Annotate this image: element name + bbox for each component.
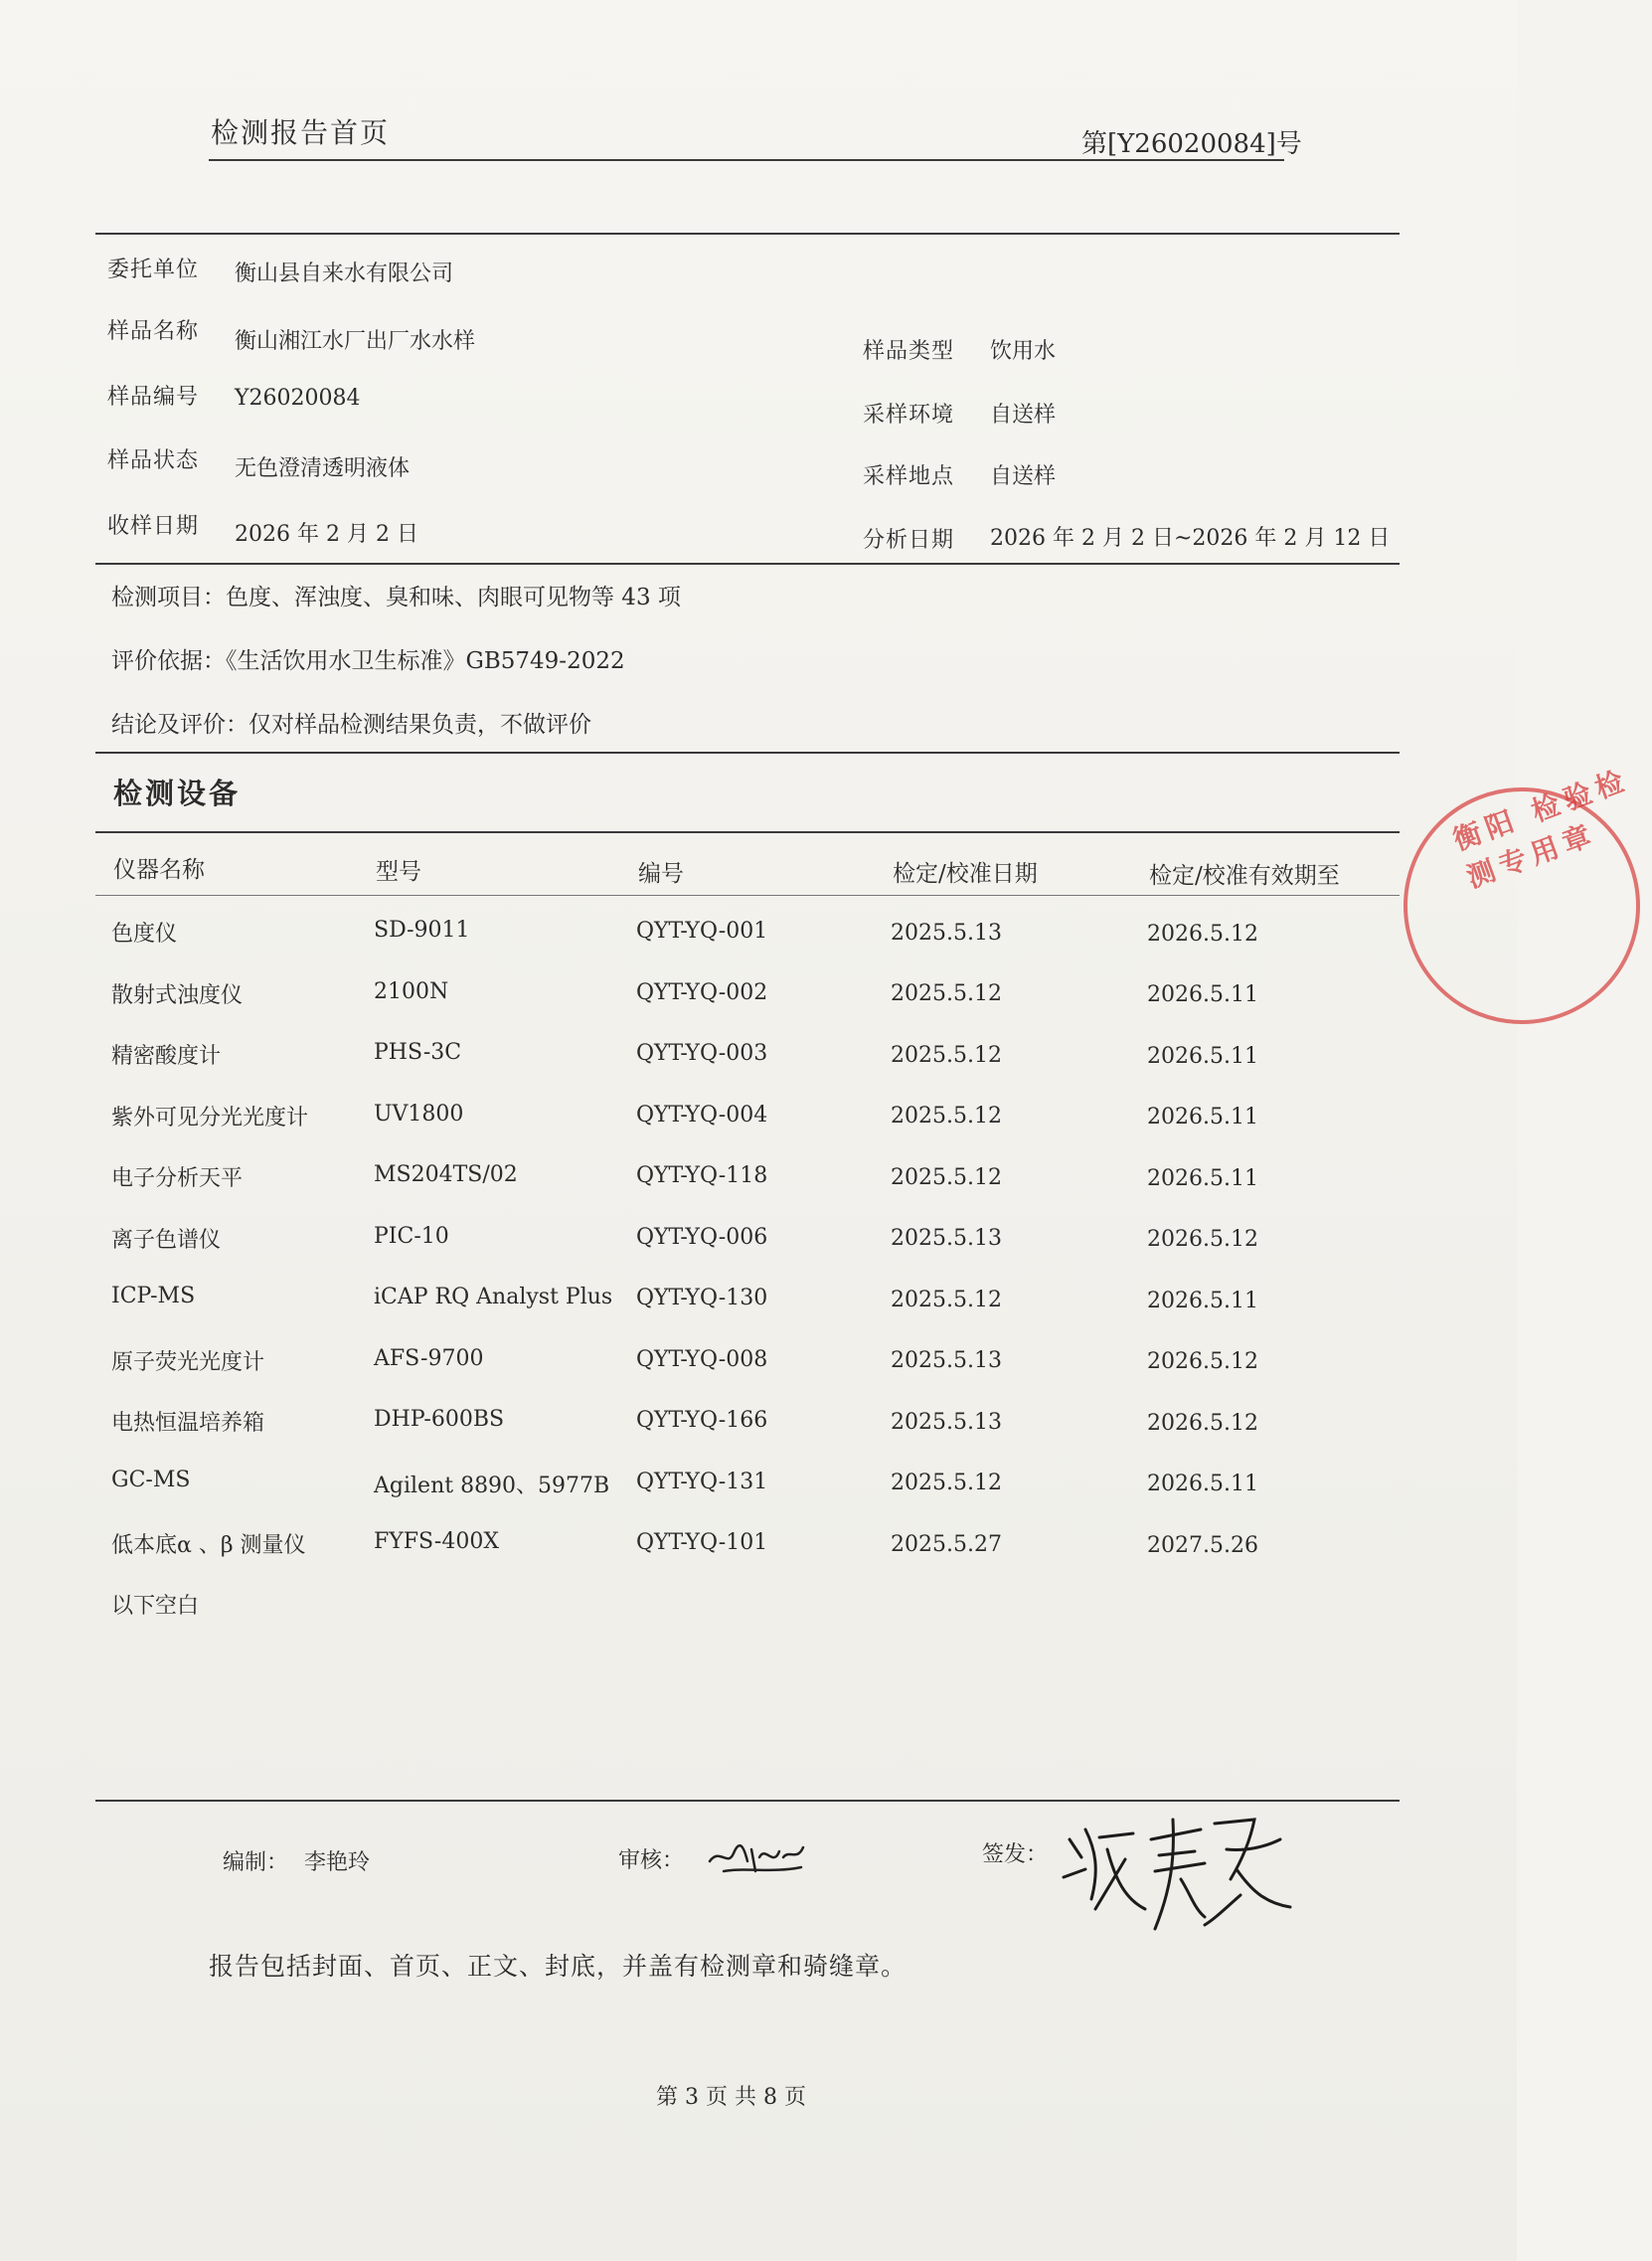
client-label: 委托单位 bbox=[107, 258, 200, 282]
cell-calibration-date: 2025.5.12 bbox=[891, 1104, 1002, 1129]
conclusion: 结论及评价：仅对样品检测结果负责，不做评价 bbox=[111, 712, 591, 738]
cell-valid-until: 2026.5.12 bbox=[1147, 1227, 1258, 1252]
sampling-location-value: 自送样 bbox=[990, 464, 1057, 489]
cell-calibration-date: 2025.5.12 bbox=[891, 1043, 1002, 1068]
cell-model: UV1800 bbox=[374, 1102, 464, 1127]
cell-model: PIC-10 bbox=[374, 1224, 449, 1249]
cell-code: QYT-YQ-166 bbox=[636, 1408, 768, 1433]
signer-signature bbox=[1056, 1800, 1314, 1949]
cell-instrument-name: 低本底α 、β 测量仪 bbox=[111, 1533, 306, 1558]
cell-instrument-name: 离子色谱仪 bbox=[111, 1228, 222, 1253]
cell-code: QYT-YQ-118 bbox=[636, 1163, 768, 1188]
cell-instrument-name: 色度仪 bbox=[111, 922, 178, 947]
cell-calibration-date: 2025.5.13 bbox=[891, 1226, 1002, 1251]
sample-no-value: Y26020084 bbox=[235, 386, 361, 411]
reviewer-signature bbox=[704, 1827, 813, 1887]
col-header-model: 型号 bbox=[376, 859, 421, 885]
sample-type-label: 样品类型 bbox=[863, 339, 955, 364]
conclusion-divider bbox=[95, 752, 1400, 754]
cell-instrument-name: 精密酸度计 bbox=[111, 1044, 222, 1069]
col-header-code: 编号 bbox=[638, 861, 684, 887]
sample-name-label: 样品名称 bbox=[107, 319, 200, 344]
cell-valid-until: 2026.5.11 bbox=[1147, 1105, 1258, 1130]
cell-valid-until: 2027.5.26 bbox=[1147, 1533, 1258, 1558]
cell-instrument-name: 电子分析天平 bbox=[111, 1166, 244, 1191]
evaluation-basis: 评价依据：《生活饮用水卫生标准》GB5749-2022 bbox=[111, 648, 625, 674]
inspection-seal-stamp bbox=[1404, 763, 1640, 1024]
stamp-text: 衡阳 检验检测专用章 bbox=[1448, 763, 1634, 895]
client-value: 衡山县自来水有限公司 bbox=[235, 261, 454, 286]
equipment-header-rule bbox=[95, 895, 1400, 896]
editor-name: 李艳玲 bbox=[304, 1850, 371, 1875]
cell-calibration-date: 2025.5.12 bbox=[891, 1471, 1002, 1495]
sample-state-label: 样品状态 bbox=[107, 448, 200, 473]
cell-valid-until: 2026.5.11 bbox=[1147, 1166, 1258, 1191]
analysis-date-label: 分析日期 bbox=[863, 528, 955, 553]
cell-calibration-date: 2025.5.12 bbox=[891, 1288, 1002, 1312]
cell-calibration-date: 2025.5.27 bbox=[891, 1532, 1002, 1557]
col-header-valid-until: 检定/校准有效期至 bbox=[1149, 863, 1340, 889]
sample-type-value: 饮用水 bbox=[990, 339, 1057, 364]
cell-model: MS204TS/02 bbox=[374, 1162, 518, 1187]
sample-state-value: 无色澄清透明液体 bbox=[235, 456, 411, 481]
cell-valid-until: 2026.5.11 bbox=[1147, 1044, 1258, 1069]
cell-calibration-date: 2025.5.12 bbox=[891, 1165, 1002, 1190]
cell-model: Agilent 8890、5977B bbox=[374, 1474, 610, 1498]
cell-code: QYT-YQ-006 bbox=[636, 1225, 768, 1250]
cell-valid-until: 2026.5.11 bbox=[1147, 1472, 1258, 1496]
report-header-title: 检测报告首页 bbox=[211, 116, 391, 149]
col-header-calibration-date: 检定/校准日期 bbox=[893, 861, 1038, 887]
receive-date-value: 2026 年 2 月 2 日 bbox=[235, 522, 418, 547]
page-number: 第 3 页 共 8 页 bbox=[656, 2085, 806, 2110]
cell-code: QYT-YQ-003 bbox=[636, 1041, 768, 1066]
cell-model: AFS-9700 bbox=[374, 1346, 484, 1371]
col-header-instrument: 仪器名称 bbox=[113, 857, 205, 883]
cell-code: QYT-YQ-130 bbox=[636, 1286, 768, 1310]
blank-below-note: 以下空白 bbox=[111, 1594, 200, 1619]
info-top-divider bbox=[95, 233, 1400, 235]
cell-calibration-date: 2025.5.13 bbox=[891, 1348, 1002, 1373]
cell-valid-until: 2026.5.12 bbox=[1147, 1411, 1258, 1436]
sampling-env-value: 自送样 bbox=[990, 403, 1057, 428]
cell-model: iCAP RQ Analyst Plus bbox=[374, 1285, 613, 1309]
cell-model: DHP-600BS bbox=[374, 1407, 505, 1432]
sampling-env-label: 采样环境 bbox=[863, 403, 955, 428]
cell-valid-until: 2026.5.11 bbox=[1147, 982, 1258, 1007]
cell-instrument-name: GC-MS bbox=[111, 1468, 191, 1492]
sample-name-value: 衡山湘江水厂出厂水水样 bbox=[235, 329, 476, 354]
reviewer-label: 审核： bbox=[618, 1848, 685, 1873]
info-bottom-divider bbox=[95, 563, 1400, 565]
cell-instrument-name: 散射式浊度仪 bbox=[111, 983, 244, 1008]
cell-valid-until: 2026.5.12 bbox=[1147, 1349, 1258, 1374]
cell-instrument-name: 紫外可见分光光度计 bbox=[111, 1106, 309, 1130]
report-number: 第[Y26020084]号 bbox=[1081, 129, 1302, 159]
cell-valid-until: 2026.5.12 bbox=[1147, 922, 1258, 947]
header-divider bbox=[209, 159, 1284, 161]
cell-code: QYT-YQ-001 bbox=[636, 919, 768, 944]
cell-calibration-date: 2025.5.13 bbox=[891, 921, 1002, 946]
cell-calibration-date: 2025.5.12 bbox=[891, 981, 1002, 1006]
receive-date-label: 收样日期 bbox=[107, 514, 200, 539]
signer-label: 签发： bbox=[982, 1842, 1049, 1867]
equipment-section-title: 检测设备 bbox=[113, 777, 242, 810]
cell-model: PHS-3C bbox=[374, 1040, 462, 1065]
report-composition-note: 报告包括封面、首页、正文、封底，并盖有检测章和骑缝章。 bbox=[209, 1952, 908, 1981]
cell-calibration-date: 2025.5.13 bbox=[891, 1410, 1002, 1435]
cell-code: QYT-YQ-004 bbox=[636, 1103, 768, 1128]
cell-code: QYT-YQ-101 bbox=[636, 1530, 768, 1555]
test-items: 检测项目：色度、浑浊度、臭和味、肉眼可见物等 43 项 bbox=[111, 585, 681, 610]
cell-instrument-name: 电热恒温培养箱 bbox=[111, 1411, 265, 1436]
cell-instrument-name: ICP-MS bbox=[111, 1284, 196, 1308]
sample-no-label: 样品编号 bbox=[107, 385, 200, 410]
cell-code: QYT-YQ-002 bbox=[636, 980, 768, 1005]
cell-instrument-name: 原子荧光光度计 bbox=[111, 1350, 265, 1375]
editor-label: 编制： bbox=[223, 1850, 289, 1875]
cell-valid-until: 2026.5.11 bbox=[1147, 1289, 1258, 1313]
sampling-location-label: 采样地点 bbox=[863, 464, 955, 489]
cell-code: QYT-YQ-008 bbox=[636, 1347, 768, 1372]
cell-code: QYT-YQ-131 bbox=[636, 1470, 768, 1494]
cell-model: SD-9011 bbox=[374, 918, 470, 943]
cell-model: 2100N bbox=[374, 979, 449, 1004]
cell-model: FYFS-400X bbox=[374, 1529, 500, 1554]
equipment-table-top-rule bbox=[95, 831, 1400, 833]
analysis-date-value: 2026 年 2 月 2 日~2026 年 2 月 12 日 bbox=[990, 526, 1391, 551]
